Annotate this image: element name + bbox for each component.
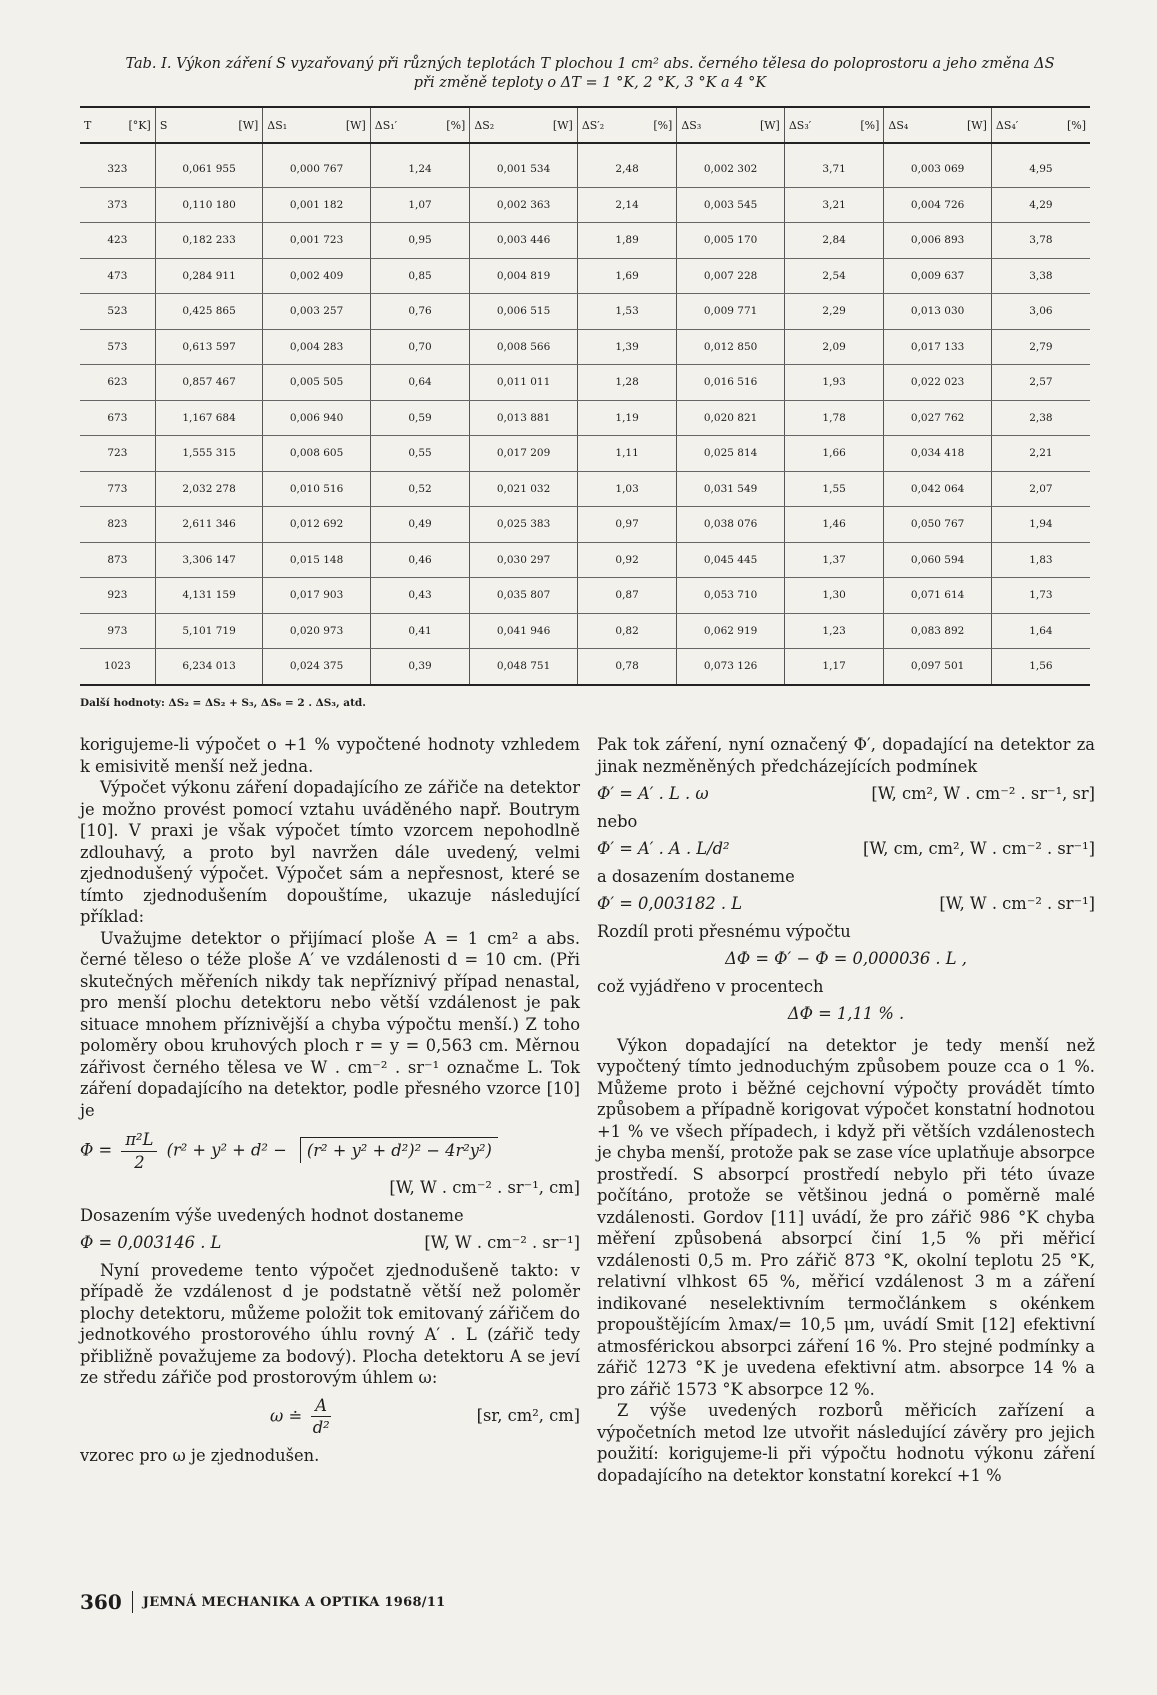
table-cell: 1,69 <box>577 258 677 294</box>
table-cell: 0,64 <box>370 365 470 401</box>
paragraph: vzorec pro ω je zjednodušen. <box>80 1445 320 1465</box>
table-cell: 3,78 <box>991 223 1090 259</box>
table-row <box>80 578 1090 614</box>
table-cell: 0,55 <box>370 436 470 472</box>
table-body <box>80 143 1090 685</box>
eq-unit: [W, W . cm⁻² . sr⁻¹] <box>424 1233 580 1252</box>
eq-unit: [W, W . cm⁻² . sr⁻¹] <box>939 894 1095 913</box>
fraction-numerator: π²L <box>121 1129 157 1152</box>
table-cell: 0,95 <box>370 223 470 259</box>
table-cell: 0,007 228 <box>677 258 784 294</box>
fraction-denominator: d² <box>312 1418 330 1437</box>
table-cell: 3,06 <box>991 294 1090 330</box>
table-cell: 1,46 <box>784 507 884 543</box>
table-cell: 0,025 383 <box>470 507 577 543</box>
table-cell: 0,39 <box>370 649 470 685</box>
journal-name: JEMNÁ MECHANIKA A OPTIKA 1968/11 <box>142 1594 446 1610</box>
column-unit: [%] <box>1066 118 1086 132</box>
table-cell: 0,004 726 <box>884 187 991 223</box>
table-row <box>80 258 1090 294</box>
table-cell: 0,012 692 <box>263 507 370 543</box>
table-cell: 0,061 955 <box>155 152 262 187</box>
table-cell: 1,07 <box>370 187 470 223</box>
table-cell: 0,048 751 <box>470 649 577 685</box>
table-cell: 0,005 505 <box>263 365 370 401</box>
table-cell: 0,003 257 <box>263 294 370 330</box>
table-cell: 0,073 126 <box>677 649 784 685</box>
table-cell: 1,66 <box>784 436 884 472</box>
paragraph: korigujeme-li výpočet o +1 % vypočtené hodnoty vzhledem k emisivitě menší než jedna. <box>80 735 580 776</box>
table-cell: 0,009 637 <box>884 258 991 294</box>
table-cell: 1,11 <box>577 436 677 472</box>
table-cell: 0,034 418 <box>884 436 991 472</box>
column-symbol: ΔS₁ <box>267 118 288 132</box>
table-cell: 0,43 <box>370 578 470 614</box>
table-cell: 0,85 <box>370 258 470 294</box>
paragraph: Výpočet výkonu záření dopadajícího ze zářiče na detektor je možno provést pomocí vztahu uváděného např. Boutrym [10]. V praxi je však výpočet tímto vzorcem nepohodlně zdlouhavý, a proto byl navržen dále uvedený, velmi zjednodušený výpočet. Výpočet sám a nepřesnost, které se tímto zjednodušením dopouštíme, ukazuje následující příklad: <box>80 778 580 926</box>
table-cell: 723 <box>80 436 155 472</box>
table-cell: 1,555 315 <box>155 436 262 472</box>
table-cell: 2,29 <box>784 294 884 330</box>
table-cell: 1,93 <box>784 365 884 401</box>
eq-lhs: Φ = <box>80 1140 113 1160</box>
table-cell: 4,95 <box>991 152 1090 187</box>
table-cell: 0,001 534 <box>470 152 577 187</box>
table-cell: 0,010 516 <box>263 471 370 507</box>
table-cell: 0,008 566 <box>470 329 577 365</box>
column-symbol: ΔS′₂ <box>581 118 605 132</box>
table-cell: 0,000 767 <box>263 152 370 187</box>
column-header <box>884 107 991 143</box>
spacer-cell <box>577 143 677 152</box>
table-cell: 3,38 <box>991 258 1090 294</box>
table-cell: 0,012 850 <box>677 329 784 365</box>
column-header <box>991 107 1090 143</box>
table-cell: 0,46 <box>370 542 470 578</box>
paragraph: Pak tok záření, nyní označený Φ′, dopadající na detektor za jinak nezměněných předcházejících podmínek <box>597 735 1095 776</box>
table-cell: 1,23 <box>784 613 884 649</box>
table-cell: 773 <box>80 471 155 507</box>
fraction <box>121 1129 157 1173</box>
eq-unit: [W, W . cm⁻² . sr⁻¹, cm] <box>389 1178 580 1197</box>
table-cell: 0,030 297 <box>470 542 577 578</box>
footer-divider <box>132 1591 133 1613</box>
table-cell: 0,002 302 <box>677 152 784 187</box>
column-header <box>263 107 370 143</box>
column-header <box>577 107 677 143</box>
column-symbol: T <box>84 118 92 132</box>
table-cell: 2,032 278 <box>155 471 262 507</box>
text-line: což vyjádřeno v procentech <box>597 976 824 996</box>
column-symbol: ΔS₁′ <box>374 118 398 132</box>
table-cell: 923 <box>80 578 155 614</box>
table-cell: 673 <box>80 400 155 436</box>
table-cell: 0,001 182 <box>263 187 370 223</box>
table-cell: 0,52 <box>370 471 470 507</box>
caption-line-1: Tab. I. Výkon záření S vyzařovaný při různých teplotách T plochou 1 cm² abs. černého tělesa do poloprostoru a jeho změna ΔS <box>125 56 1055 72</box>
table-cell: 0,001 723 <box>263 223 370 259</box>
table-row <box>80 471 1090 507</box>
spacer-cell <box>470 143 577 152</box>
table-cell: 0,002 409 <box>263 258 370 294</box>
fraction-numerator: A <box>311 1395 331 1418</box>
table-cell: 1,78 <box>784 400 884 436</box>
equation-difference <box>597 948 1095 970</box>
table-row <box>80 294 1090 330</box>
spacer-cell <box>155 143 262 152</box>
table-cell: 0,857 467 <box>155 365 262 401</box>
spacer-cell <box>370 143 470 152</box>
table-cell: 1,56 <box>991 649 1090 685</box>
column-unit: [W] <box>238 118 259 132</box>
table-cell: 1,53 <box>577 294 677 330</box>
table-cell: 0,41 <box>370 613 470 649</box>
eq-unit: [sr, cm², cm] <box>476 1406 580 1425</box>
spacer-cell <box>884 143 991 152</box>
column-unit: [%] <box>860 118 880 132</box>
table-cell: 0,613 597 <box>155 329 262 365</box>
table-cell: 2,14 <box>577 187 677 223</box>
table-row <box>80 542 1090 578</box>
spacer-cell <box>991 143 1090 152</box>
table-cell: 2,21 <box>991 436 1090 472</box>
table-cell: 2,54 <box>784 258 884 294</box>
fraction <box>311 1395 331 1439</box>
text-line: a dosazením dostaneme <box>597 866 795 886</box>
table-cell: 1,19 <box>577 400 677 436</box>
table-cell: 0,182 233 <box>155 223 262 259</box>
page-number: 360 <box>80 1590 122 1614</box>
table-cell: 0,70 <box>370 329 470 365</box>
table-cell: 0,003 545 <box>677 187 784 223</box>
table-cell: 0,031 549 <box>677 471 784 507</box>
equation-flux-expanded <box>597 838 1095 860</box>
table-cell: 2,07 <box>991 471 1090 507</box>
table-cell: 0,097 501 <box>884 649 991 685</box>
table-row <box>80 649 1090 685</box>
table-cell: 0,083 892 <box>884 613 991 649</box>
table-row <box>80 507 1090 543</box>
table-cell: 523 <box>80 294 155 330</box>
paragraph: Z výše uvedených rozborů měřicích zařízení a výpočetních metod lze utvořit následující závěry pro jejich použití: korigujeme-li při výpočtu hodnotu výkonu záření dopadajícího na detektor konstatní korekcí +1 % <box>597 1401 1095 1485</box>
spacer-cell <box>80 143 155 152</box>
table-cell: 0,82 <box>577 613 677 649</box>
table-cell: 2,79 <box>991 329 1090 365</box>
table-cell: 1,17 <box>784 649 884 685</box>
table-cell: 0,013 881 <box>470 400 577 436</box>
table-cell: 4,131 159 <box>155 578 262 614</box>
table-row <box>80 152 1090 187</box>
table-cell: 823 <box>80 507 155 543</box>
table-cell: 0,87 <box>577 578 677 614</box>
table-cell: 473 <box>80 258 155 294</box>
table-cell: 5,101 719 <box>155 613 262 649</box>
equation-flux-value <box>597 893 1095 915</box>
column-symbol: S <box>159 118 168 132</box>
column-unit: [W] <box>759 118 780 132</box>
table-cell: 0,027 762 <box>884 400 991 436</box>
column-unit: [°K] <box>128 118 151 132</box>
right-column <box>597 734 1095 1486</box>
table-cell: 0,003 446 <box>470 223 577 259</box>
table-cell: 1,03 <box>577 471 677 507</box>
table-cell: 0,011 011 <box>470 365 577 401</box>
table-cell: 0,020 973 <box>263 613 370 649</box>
table-row <box>80 365 1090 401</box>
table-cell: 1,83 <box>991 542 1090 578</box>
table-cell: 1,30 <box>784 578 884 614</box>
page-footer <box>80 1590 446 1614</box>
table-cell: 423 <box>80 223 155 259</box>
equation-flux-simplified <box>597 783 1095 805</box>
eq-unit: [W, cm², W . cm⁻² . sr⁻¹, sr] <box>871 784 1095 803</box>
spacer-cell <box>784 143 884 152</box>
table-cell: 573 <box>80 329 155 365</box>
table-row <box>80 436 1090 472</box>
column-header <box>677 107 784 143</box>
table-cell: 2,611 346 <box>155 507 262 543</box>
table-cell: 873 <box>80 542 155 578</box>
table-cell: 0,009 771 <box>677 294 784 330</box>
column-header <box>370 107 470 143</box>
text-line: nebo <box>597 811 638 831</box>
column-unit: [%] <box>446 118 466 132</box>
table-cell: 0,005 170 <box>677 223 784 259</box>
table-note: Další hodnoty: ΔS₂ = ΔS₂ + S₃, ΔS₆ = 2 . ΔS₃, atd. <box>80 697 366 709</box>
column-symbol: ΔS₃′ <box>788 118 812 132</box>
caption-line-2: při změně teploty o ΔT = 1 °K, 2 °K, 3 °K a 4 °K <box>413 75 767 91</box>
table-cell: 1,89 <box>577 223 677 259</box>
column-symbol: ΔS₂ <box>474 118 495 132</box>
column-unit: [W] <box>966 118 987 132</box>
equation-exact-flux <box>80 1129 580 1173</box>
column-symbol: ΔS₄ <box>888 118 909 132</box>
table-cell: 0,284 911 <box>155 258 262 294</box>
table-cell: 0,025 814 <box>677 436 784 472</box>
spacer-cell <box>263 143 370 152</box>
column-unit: [W] <box>552 118 573 132</box>
eq-middle: (r² + y² + d² − <box>166 1140 287 1160</box>
table-cell: 0,006 940 <box>263 400 370 436</box>
table-cell: 0,92 <box>577 542 677 578</box>
table-cell: 1,24 <box>370 152 470 187</box>
table-cell: 0,006 515 <box>470 294 577 330</box>
spacer-cell <box>677 143 784 152</box>
equation-result <box>80 1232 580 1254</box>
table-cell: 0,045 445 <box>677 542 784 578</box>
table-cell: 0,017 133 <box>884 329 991 365</box>
table-cell: 0,062 919 <box>677 613 784 649</box>
column-unit: [%] <box>653 118 673 132</box>
table-cell: 0,016 516 <box>677 365 784 401</box>
column-header <box>784 107 884 143</box>
table-cell: 0,425 865 <box>155 294 262 330</box>
table-cell: 0,017 209 <box>470 436 577 472</box>
eq-value: Φ′ = 0,003182 . L <box>597 894 743 913</box>
table-cell: 323 <box>80 152 155 187</box>
table-cell: 2,84 <box>784 223 884 259</box>
equation-solid-angle <box>80 1395 580 1439</box>
paragraph: Uvažujme detektor o přijímací ploše A = 1 cm² a abs. černé těleso o téže ploše A′ ve vzdálenosti d = 10 cm. (Při skutečných měřeních nikdy tak nepříznivý případ nenastal, pro menší plochu detektoru nebo větší vzdálenost je pak situace mnohem příznivější a chyba výpočtu menší.) Z toho poloměry obou kruhových ploch r = y = 0,563 cm. Měrnou zářivost černého tělesa ve W . cm⁻² . sr⁻¹ označme L. Tok záření dopadajícího na detektor, podle přesného vzorce [10] je <box>80 928 580 1120</box>
table-cell: 0,041 946 <box>470 613 577 649</box>
table-spacer <box>80 143 1090 152</box>
column-header <box>80 107 155 143</box>
table-cell: 0,110 180 <box>155 187 262 223</box>
left-column <box>80 734 580 1466</box>
table-cell: 0,053 710 <box>677 578 784 614</box>
table-cell: 0,004 819 <box>470 258 577 294</box>
table-cell: 0,042 064 <box>884 471 991 507</box>
table-cell: 0,97 <box>577 507 677 543</box>
column-header <box>155 107 262 143</box>
table-row <box>80 187 1090 223</box>
table-cell: 0,035 807 <box>470 578 577 614</box>
eq-lhs: ω ≐ <box>270 1406 303 1425</box>
table-cell: 0,006 893 <box>884 223 991 259</box>
column-unit: [W] <box>345 118 366 132</box>
eq-unit: [W, cm, cm², W . cm⁻² . sr⁻¹] <box>862 839 1095 858</box>
table-cell: 0,013 030 <box>884 294 991 330</box>
table-cell: 0,49 <box>370 507 470 543</box>
table-row <box>80 223 1090 259</box>
table-cell: 0,78 <box>577 649 677 685</box>
table-cell: 1,55 <box>784 471 884 507</box>
table-cell: 1,167 684 <box>155 400 262 436</box>
table-cell: 0,003 069 <box>884 152 991 187</box>
paragraph: Výkon dopadající na detektor je tedy menší než vypočtený tímto jednoduchým způsobem pouze cca o 1 %. Můžeme proto i běžné cejchovní výpočty provádět tímto způsobem a případně korigovat výpočet konstatní hodnotou +1 % ve všech případech, i když při větších vzdálenostech je chyba menší, protože pak se zase více uplatňuje absorpce prostředí. S absorpcí prostředí nebylo při této úvaze počítáno, protože se většinou jedná o poměrně malé vzdálenosti. Gordov [11] uvádí, že pro zářič 986 °K chyba měření způsobená absorpcí činí 1,5 % při měřicí vzdálenosti 0,5 m. Pro zářič 873 °K, okolní teplotu 25 °K, relativní vlhkost 65 %, měřicí vzdálenost 3 m a záření indikované neselektivním termočlánkem s okénkem propouštějícím λmax/= 10,5 μm, uvádí Smit [12] efektivní atmosférickou absorpci záření 16 %. Pro stejné podmínky a zářič 1273 °K je uvedena efektivní atm. absorpce 14 % a pro zářič 1573 °K absorpce 12 %. <box>597 1035 1095 1399</box>
table-cell: 2,57 <box>991 365 1090 401</box>
table-cell: 1023 <box>80 649 155 685</box>
paragraph: Nyní provedeme tento výpočet zjednodušeně takto: v případě že vzdálenost d je podstatně větší než poloměr plochy detektoru, můžeme položit tok emitovaný zářičem do jednotkového prostorového úhlu rovný A′ . L (zářič tedy přibližně považujeme za bodový). Plocha detektoru A se jeví ze středu zářiče pod prostorovým úhlem ω: <box>80 1260 580 1387</box>
table-cell: 0,038 076 <box>677 507 784 543</box>
table-cell: 2,48 <box>577 152 677 187</box>
table-cell: 1,64 <box>991 613 1090 649</box>
table-cell: 0,017 903 <box>263 578 370 614</box>
table-cell: 0,015 148 <box>263 542 370 578</box>
table-header-row <box>80 107 1090 143</box>
table-row <box>80 329 1090 365</box>
table-cell: 973 <box>80 613 155 649</box>
radiation-table <box>80 106 1090 686</box>
square-root: (r² + y² + d²)² − 4r²y²) <box>300 1137 498 1164</box>
table-cell: 0,008 605 <box>263 436 370 472</box>
table-row <box>80 400 1090 436</box>
eq-value: Φ′ = A′ . L . ω <box>597 784 709 803</box>
table-cell: 0,002 363 <box>470 187 577 223</box>
table-cell: 0,76 <box>370 294 470 330</box>
table-caption <box>70 55 1110 93</box>
eq-value: Φ′ = A′ . A . L/d² <box>597 839 730 858</box>
table-cell: 3,71 <box>784 152 884 187</box>
table-cell: 2,38 <box>991 400 1090 436</box>
table-cell: 0,022 023 <box>884 365 991 401</box>
table-cell: 3,21 <box>784 187 884 223</box>
column-header <box>470 107 577 143</box>
table-cell: 623 <box>80 365 155 401</box>
paragraph: Dosazením výše uvedených hodnot dostaneme <box>80 1205 464 1225</box>
table-cell: 0,004 283 <box>263 329 370 365</box>
table-cell: 1,39 <box>577 329 677 365</box>
table-cell: 1,94 <box>991 507 1090 543</box>
table-cell: 6,234 013 <box>155 649 262 685</box>
table-cell: 0,021 032 <box>470 471 577 507</box>
table-cell: 1,73 <box>991 578 1090 614</box>
table-cell: 0,071 614 <box>884 578 991 614</box>
eq-value: Φ = 0,003146 . L <box>80 1233 222 1252</box>
table-cell: 373 <box>80 187 155 223</box>
table-cell: 1,37 <box>784 542 884 578</box>
equation-units <box>80 1177 580 1199</box>
table-cell: 0,050 767 <box>884 507 991 543</box>
column-symbol: ΔS₃ <box>681 118 702 132</box>
table-cell: 0,59 <box>370 400 470 436</box>
table-cell: 3,306 147 <box>155 542 262 578</box>
eq-value: ΔΦ = 1,11 % . <box>787 1004 905 1023</box>
table-cell: 2,09 <box>784 329 884 365</box>
text-line: Rozdíl proti přesnému výpočtu <box>597 921 851 941</box>
table-row <box>80 613 1090 649</box>
table-cell: 0,060 594 <box>884 542 991 578</box>
table-cell: 0,020 821 <box>677 400 784 436</box>
table-cell: 0,024 375 <box>263 649 370 685</box>
equation-percent <box>597 1003 1095 1025</box>
fraction-denominator: 2 <box>134 1152 145 1172</box>
table-cell: 4,29 <box>991 187 1090 223</box>
eq-value: ΔΦ = Φ′ − Φ = 0,000036 . L , <box>725 949 967 968</box>
table-cell: 1,28 <box>577 365 677 401</box>
column-symbol: ΔS₄′ <box>995 118 1019 132</box>
